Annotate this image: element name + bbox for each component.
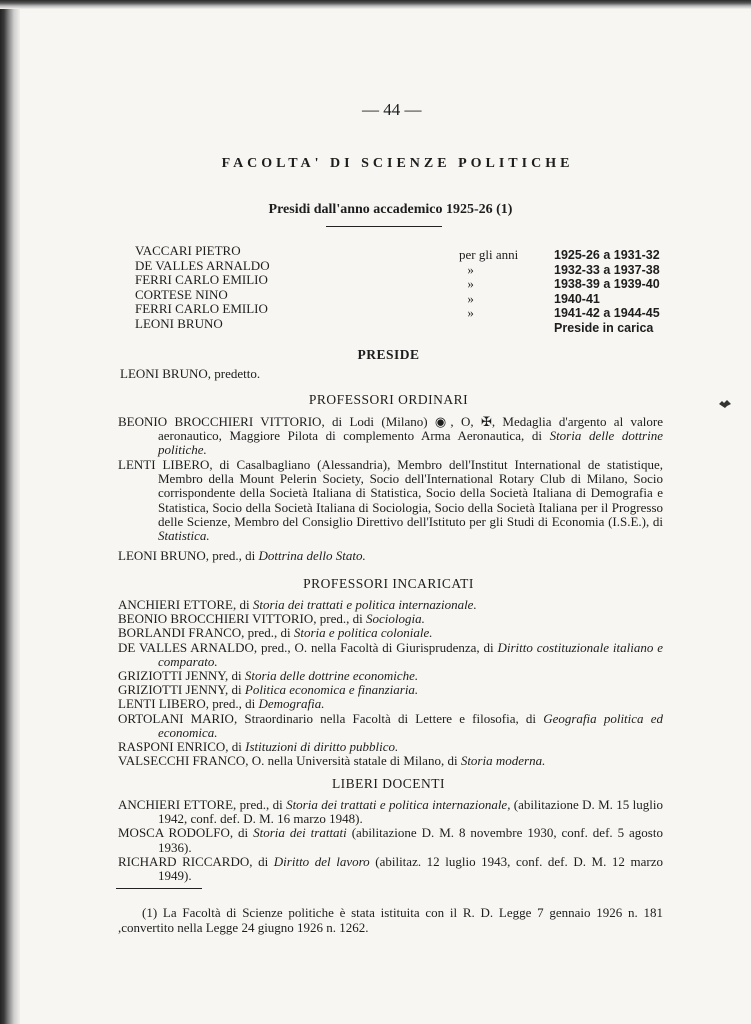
presidi-years: 1940-41 xyxy=(554,291,600,306)
presidi-subtitle: Presidi dall'anno accademico 1925-26 (1) xyxy=(268,202,513,217)
professor-name: VALSECCHI FRANCO xyxy=(118,753,246,769)
professor-name: ORTOLANI MARIO xyxy=(118,710,234,726)
ink-blot-mark xyxy=(718,398,732,410)
professor-name: ANCHIERI ETTORE xyxy=(118,797,234,812)
list-item xyxy=(118,712,663,740)
list-item xyxy=(118,669,663,683)
footnote-rule xyxy=(116,888,202,889)
professor-name: MOSCA RODOLFO xyxy=(118,825,230,841)
professor-name: GRIZIOTTI JENNY xyxy=(118,682,225,698)
professor-details: , di xyxy=(229,825,254,841)
professor-name: RICHARD RICCARDO xyxy=(118,853,250,869)
professor-name: RASPONI ENRICO xyxy=(118,739,226,755)
incaricati-heading: PROFESSORI INCARICATI xyxy=(303,576,474,591)
professor-details: , di xyxy=(249,853,274,869)
professor-name: BEONIO BROCCHIERI VITTORIO xyxy=(118,611,314,627)
list-item xyxy=(118,598,663,612)
subject: Storia delle dottrine politiche. xyxy=(158,428,663,458)
presidi-name: FERRI CARLO EMILIO xyxy=(135,301,268,316)
subject: Diritto costituzionale italiano e comparato. xyxy=(158,639,663,669)
professor-details: , di xyxy=(225,682,245,698)
professor-details: , di xyxy=(232,597,253,612)
subject: Politica economica e finanziaria. xyxy=(244,682,419,698)
professor-details: , Straordinario nella Facoltà di Lettere e filosofia, di xyxy=(233,710,544,726)
professor-name: LEONI BRUNO xyxy=(118,548,206,563)
subject: Storia dei trattati e politica internazionale. xyxy=(252,597,477,612)
list-item xyxy=(118,740,663,754)
subtitle-rule xyxy=(326,226,442,227)
presidi-name: DE VALLES ARNALDO xyxy=(135,257,270,273)
list-item xyxy=(118,754,663,768)
footnote: (1) La Facoltà di Scienze politiche è stata istituita con il R. D. Legge 7 gennaio 1926 n. 181 ,convertito nella Legge 24 giugno 1926 n. 1262. xyxy=(118,905,663,935)
qualification-note: (abilitazione D. M. 8 novembre 1930, conf. def. 5 agosto 1936). xyxy=(158,825,663,855)
ordinari-entry-lenti xyxy=(118,458,663,543)
professor-details: , di xyxy=(225,668,245,684)
subject: Diritto del lavoro xyxy=(273,853,370,869)
presidi-years: 1938-39 a 1939-40 xyxy=(554,277,660,291)
subject: Storia dei trattati xyxy=(253,825,347,841)
professor-details: , pred., O. nella Facoltà di Giurisprudenza, di xyxy=(253,639,498,655)
ordinari-entry-leoni xyxy=(118,549,663,563)
list-item xyxy=(118,641,663,669)
professor-details: , di Casalbagliano (Alessandria), Membro dell'Institut International de statistique, Membro della Mount Pelerin Society, Socio dell'International Rotary Club di Milano, Socio corrispondente della Società Italiana di Statistica, Socio della Società Italiana di Demografia e Statistica, Socio della Società Italiana di Sociologia, Socio della Società Italiana per il Progresso delle Scienze, Membro del Consiglio Direttivo dell'Istituto per gli Studi di Economia (I.S.E.), di xyxy=(158,457,663,529)
presidi-years: 1941-42 a 1944-45 xyxy=(554,306,660,320)
subject: Dottrina dello Stato. xyxy=(258,548,366,563)
professor-name: LENTI LIBERO xyxy=(118,457,210,472)
ditto-mark: » xyxy=(467,261,474,277)
preside-text: LEONI BRUNO, predetto. xyxy=(120,366,261,381)
faculty-title: FACOLTA' DI SCIENZE POLITICHE xyxy=(221,156,574,171)
professor-details: , O. nella Università statale di Milano, di xyxy=(245,753,461,769)
professor-name: BORLANDI FRANCO xyxy=(118,625,242,641)
professor-details: , di xyxy=(225,739,246,755)
subject: Storia e politica coloniale. xyxy=(293,625,433,641)
list-item xyxy=(118,683,663,697)
presidi-name: CORTESE NINO xyxy=(135,286,228,302)
professor-name: BEONIO BROCCHIERI VITTORIO xyxy=(118,414,322,429)
subject: Storia delle dottrine economiche. xyxy=(244,668,419,684)
subject: Istituzioni di diritto pubblico. xyxy=(245,739,399,755)
presidi-years: 1925-26 a 1931-32 xyxy=(554,248,660,262)
ditto-mark: » xyxy=(467,305,474,320)
professor-details: , pred., di xyxy=(233,797,287,812)
qualification-note: (abilitaz. 12 luglio 1943, conf. def. D. M. 12 marzo 1949). xyxy=(158,853,663,884)
professor-name: ANCHIERI ETTORE xyxy=(118,597,233,612)
presidi-years-list xyxy=(554,248,660,335)
ordinari-heading: PROFESSORI ORDINARI xyxy=(308,392,469,407)
professor-name: GRIZIOTTI JENNY xyxy=(118,668,225,684)
docenti-heading: LIBERI DOCENTI xyxy=(331,776,446,791)
ditto-mark: » xyxy=(467,276,474,291)
professor-name: LENTI LIBERO xyxy=(118,696,206,712)
subject: Sociologia. xyxy=(365,611,425,627)
subject: Storia dei trattati e politica internazionale, xyxy=(286,797,511,812)
incaricati-list xyxy=(118,598,663,768)
subject: Statistica. xyxy=(158,528,210,544)
list-item xyxy=(118,612,663,626)
preside-heading: PRESIDE xyxy=(357,347,420,362)
qualification-note: (abilitazione D. M. 15 luglio 1942, conf. def. D. M. 16 marzo 1948). xyxy=(158,797,663,827)
list-item xyxy=(118,826,663,854)
presidi-years: Preside in carica xyxy=(554,320,654,335)
professor-details: , di Lodi (Milano) ◉, O, ✠, Medaglia d'argento al valore aeronautico, Maggiore Pilota di complemento Arma Aeronautica, di xyxy=(158,414,663,444)
docenti-list xyxy=(118,798,663,883)
professor-name: DE VALLES ARNALDO xyxy=(118,639,254,655)
ordinari-entry-beonio xyxy=(118,415,663,458)
list-item xyxy=(118,798,663,826)
presidi-names-list xyxy=(135,244,270,331)
subject: Geografia politica ed economica. xyxy=(158,710,663,740)
page-number: — 44 — xyxy=(362,100,422,119)
subject: Storia moderna. xyxy=(460,753,546,769)
presidi-years: 1932-33 a 1937-38 xyxy=(554,262,660,277)
list-item xyxy=(118,855,663,883)
presidi-name: LEONI BRUNO xyxy=(135,315,223,331)
ditto-mark: » xyxy=(467,290,474,306)
subject: Demografia. xyxy=(258,696,325,712)
presidi-name: VACCARI PIETRO xyxy=(135,243,241,258)
presidi-period-label xyxy=(459,248,518,321)
professor-details: , pred., di xyxy=(205,696,259,712)
list-item xyxy=(118,626,663,640)
professor-details: , pred., di xyxy=(205,548,259,563)
professor-details: , pred., di xyxy=(313,611,366,627)
professor-details: , pred., di xyxy=(241,625,294,641)
presidi-name: FERRI CARLO EMILIO xyxy=(135,272,268,287)
presidi-period-text: per gli anni xyxy=(459,247,519,262)
list-item xyxy=(118,697,663,711)
